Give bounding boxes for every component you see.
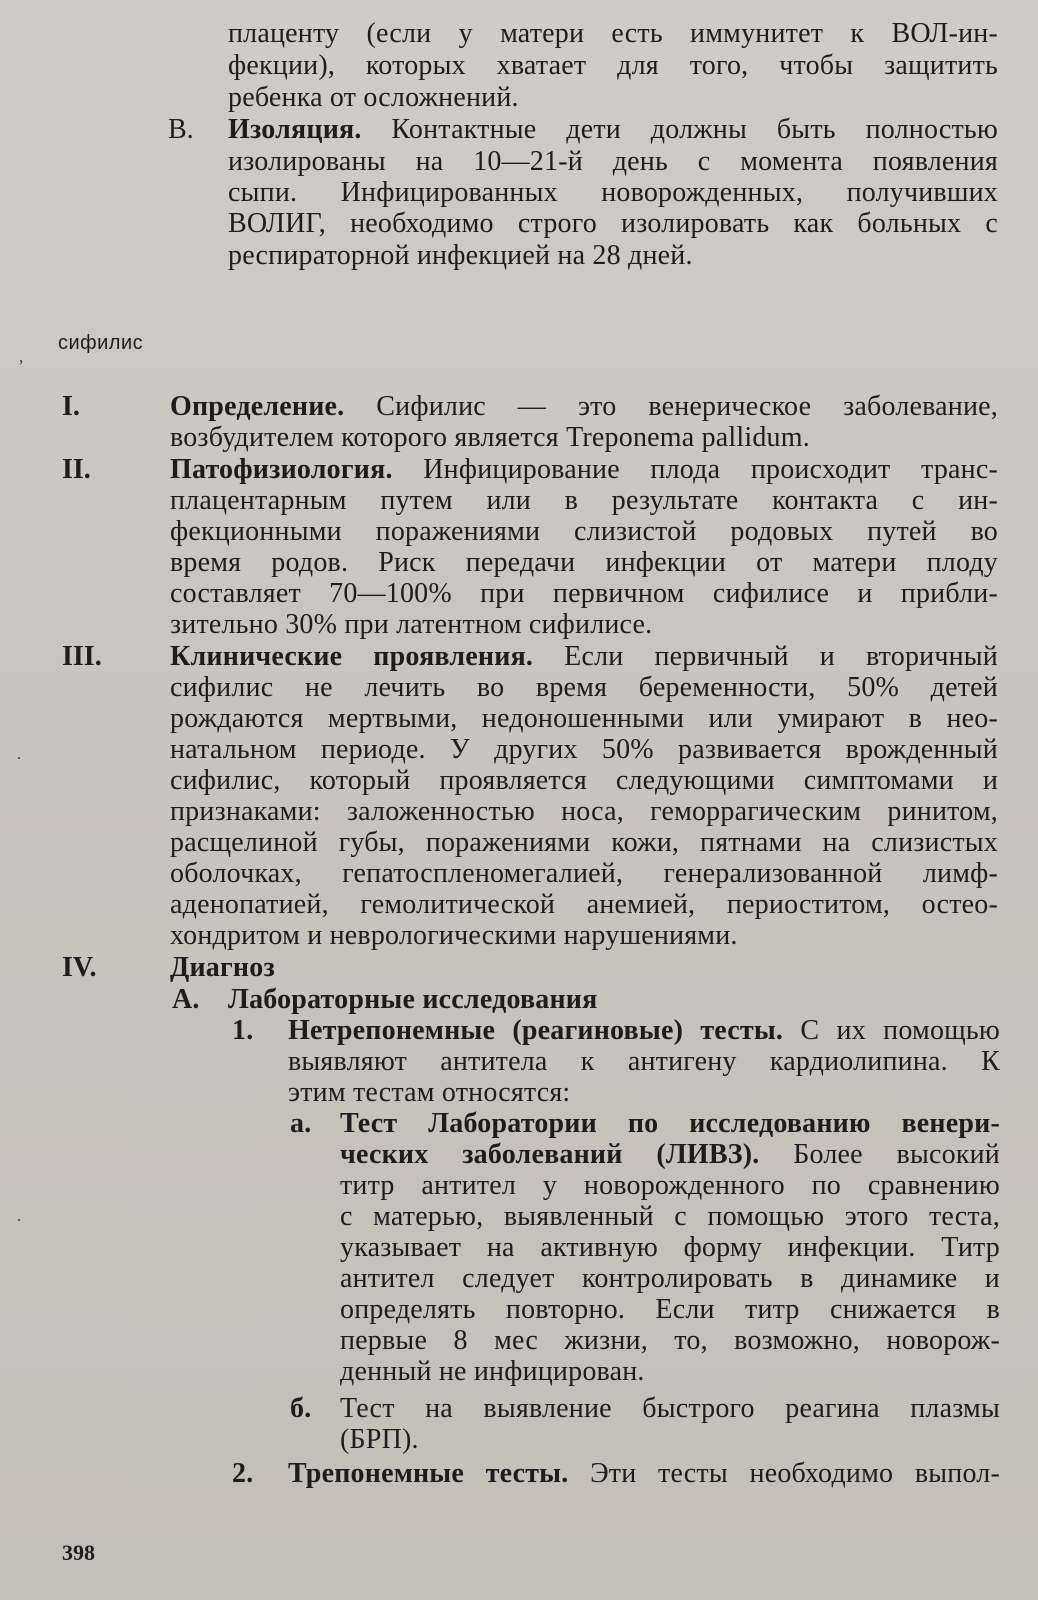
- text-line: титр антител у новорожденного по сравнению: [340, 1170, 1000, 1201]
- text-fragment: Сифилис — это венерическое заболевание,: [344, 391, 998, 422]
- item-heading: Патофизиология.: [170, 454, 393, 485]
- text-line: [170, 454, 998, 486]
- item-heading: Клинические проявления.: [170, 641, 534, 672]
- text-line: [288, 1458, 1000, 1490]
- text-line: аденопатией, гемолитической анемией, периоститом, остео-: [170, 889, 998, 920]
- margin-mark: ·: [16, 748, 22, 768]
- text-line: изолированы на 10—21-й день с момента появления: [228, 146, 998, 177]
- section-marker: II.: [62, 454, 91, 485]
- text-line: [288, 1015, 1000, 1047]
- text-line: денный не инфицирован.: [340, 1356, 645, 1387]
- item-heading: Трепонемные тесты.: [288, 1458, 569, 1489]
- text-line: возбудителем которого является Treponema pallidum.: [170, 422, 810, 453]
- text-line: [340, 1139, 1000, 1171]
- item-heading: ческих заболеваний (ЛИВЗ).: [340, 1139, 760, 1170]
- text-line: [170, 391, 998, 423]
- text-line: первые 8 мес жизни, то, возможно, новорож-: [340, 1325, 1000, 1356]
- margin-mark: ʼ: [18, 356, 24, 376]
- section-heading: Диагноз: [170, 952, 275, 983]
- text-line: натальном периоде. У других 50% развивается врожденный: [170, 734, 998, 765]
- text-line: расщелиной губы, поражениями кожи, пятнами на слизистых: [170, 827, 998, 858]
- text-line: этим тестам относятся:: [288, 1077, 571, 1108]
- page-number: 398: [62, 1540, 95, 1565]
- list-marker: 2.: [232, 1458, 254, 1489]
- text-line: время родов. Риск передачи инфекции от матери плоду: [170, 547, 998, 578]
- item-heading: Нетрепонемные (реагиновые) тесты.: [288, 1015, 784, 1046]
- text-line: фекции), которых хватает для того, чтобы защитить: [228, 50, 998, 81]
- text-line: признаками: заложенностью носа, геморрагическим ринитом,: [170, 796, 998, 827]
- text-fragment: Инфицирование плода происходит транс-: [392, 454, 998, 485]
- text-line: ребенка от осложнений.: [228, 82, 519, 113]
- margin-mark: ·: [16, 1210, 22, 1230]
- item-heading: Определение.: [170, 391, 345, 422]
- item-heading: Изоляция.: [228, 114, 362, 145]
- text-line: составляет 70—100% при первичном сифилисе и прибли-: [170, 578, 998, 609]
- text-line: хондритом и неврологическими нарушениями.: [170, 920, 738, 951]
- text-line: сыпи. Инфицированных новорожденных, получивших: [228, 177, 998, 208]
- text-fragment: Контактные дети должны быть полностью: [361, 114, 998, 145]
- text-line: Тест на выявление быстрого реагина плазмы: [340, 1393, 1000, 1424]
- text-line: указывает на активную форму инфекции. Титр: [340, 1232, 1000, 1263]
- text-line: сифилис, который проявляется следующими симптомами и: [170, 765, 998, 796]
- list-marker: А.: [172, 984, 200, 1015]
- section-marker: IV.: [62, 952, 97, 983]
- text-line: определять повторно. Если титр снижается в: [340, 1294, 1000, 1325]
- subsection-heading: Лабораторные исследования: [228, 984, 598, 1015]
- text-fragment: Эти тесты необходимо выпол-: [568, 1458, 1000, 1489]
- section-title: сифилис: [58, 332, 144, 354]
- text-line: [228, 114, 998, 146]
- section-marker: I.: [62, 391, 80, 422]
- text-line: антител следует контролировать в динамике и: [340, 1263, 1000, 1294]
- text-line: зительно 30% при латентном сифилисе.: [170, 609, 653, 640]
- text-line: с матерью, выявленный с помощью этого теста,: [340, 1201, 1000, 1232]
- text-line: ВОЛИГ, необходимо строго изолировать как больных с: [228, 208, 998, 239]
- text-fragment: Если первичный и вторичный: [533, 641, 998, 672]
- text-line: фекционными поражениями слизистой родовых путей во: [170, 516, 998, 547]
- text-line: рождаются мертвыми, недоношенными или умирают в нео-: [170, 703, 998, 734]
- text-line: [170, 641, 998, 673]
- text-line: (БРП).: [340, 1424, 419, 1455]
- text-line: плаценту (если у матери есть иммунитет к ВОЛ-ин-: [228, 18, 998, 49]
- text-line: выявляют антитела к антигену кардиолипина. К: [288, 1046, 1000, 1077]
- list-marker: В.: [168, 114, 194, 145]
- text-line: оболочках, гепатоспленомегалией, генерализованной лимф-: [170, 858, 998, 889]
- text-line: респираторной инфекцией на 28 дней.: [228, 240, 693, 271]
- item-heading: Тест Лаборатории по исследованию венери-: [340, 1108, 1000, 1139]
- list-marker: а.: [290, 1108, 312, 1139]
- text-line: сифилис не лечить во время беременности, 50% детей: [170, 672, 998, 703]
- list-marker: б.: [290, 1393, 312, 1424]
- text-line: плацентарным путем или в результате контакта с ин-: [170, 485, 998, 516]
- text-fragment: Более высокий: [759, 1139, 1000, 1170]
- list-marker: 1.: [232, 1015, 254, 1046]
- section-marker: III.: [62, 641, 102, 672]
- text-fragment: С их помощью: [783, 1015, 1000, 1046]
